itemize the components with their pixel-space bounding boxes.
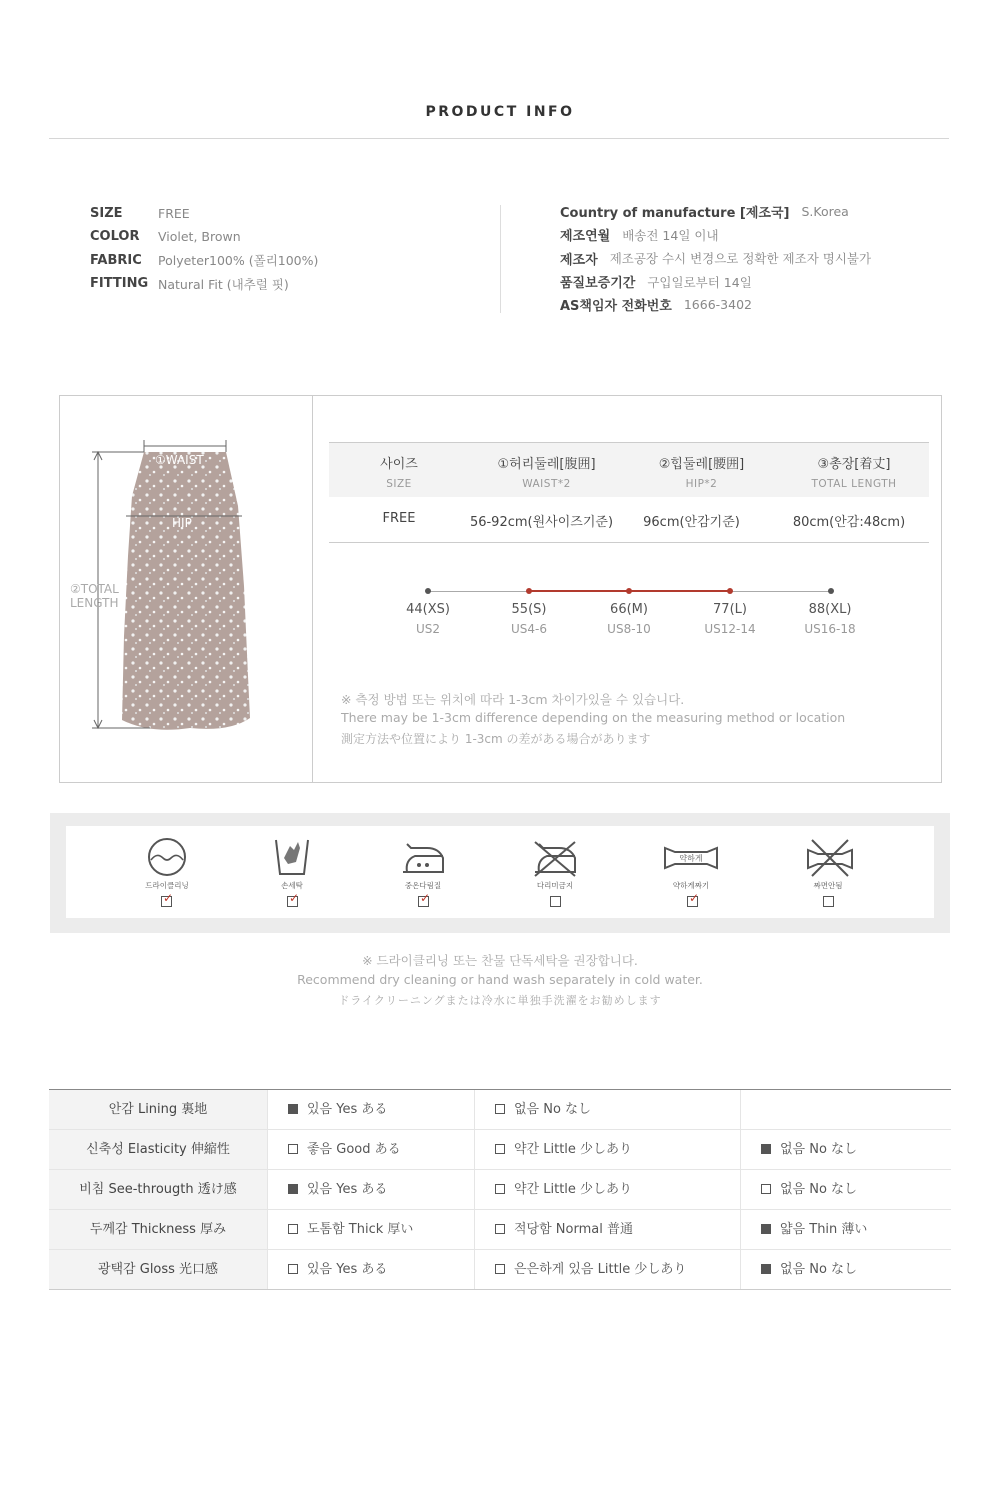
attr-name: 비침 See-througth 透け感	[49, 1170, 267, 1209]
info-row-fitting	[90, 272, 318, 295]
size-scale-label: 66(M)	[610, 602, 648, 617]
attr-row-gloss	[49, 1250, 951, 1290]
size-scale-label: 44(XS)	[406, 602, 450, 617]
care-label-iron-medium: 중온다림질	[404, 881, 442, 890]
attr-row-thickness	[49, 1210, 951, 1250]
size-header-length: ③총장[着丈]	[817, 457, 891, 472]
attr-option-label: 없음 No なし	[780, 1142, 858, 1157]
info-row-country	[560, 200, 871, 223]
no-wring-icon	[800, 836, 860, 878]
attr-option-label: 얇음 Thin 薄い	[780, 1222, 868, 1237]
size-header-hip: ②힙둘레[腰囲]	[658, 457, 745, 472]
info-value: Natural Fit (내추럴 핏)	[158, 276, 289, 292]
size-scale-dot	[828, 588, 834, 594]
checkbox	[495, 1184, 505, 1194]
attr-option	[474, 1250, 740, 1289]
size-header-size-en: SIZE	[386, 478, 412, 490]
attr-option	[267, 1250, 474, 1289]
attr-option	[267, 1170, 474, 1209]
attr-option	[740, 1210, 951, 1249]
care-checkbox-no-wring	[823, 896, 834, 907]
size-cell-waist: 56-92cm(원사이즈기준)	[469, 515, 614, 530]
measure-note-en: There may be 1-3cm difference depending on the measuring method or location	[341, 710, 846, 725]
attr-row-see-through	[49, 1170, 951, 1210]
attr-option-label: 은은하게 있음 Little 少しあり	[514, 1262, 687, 1277]
hip-label: HIP	[172, 516, 192, 530]
gentle-wring-text: 약하게	[679, 854, 703, 863]
care-label-no-wring: 짜면안됨	[813, 881, 843, 890]
care-checkbox-iron-medium	[418, 891, 431, 907]
attr-option-label: 좋음 Good ある	[307, 1142, 401, 1157]
attr-option	[474, 1170, 740, 1209]
info-row-fabric	[90, 249, 318, 272]
info-value: 배송전 14일 이내	[622, 227, 719, 243]
info-right-list	[560, 200, 871, 316]
attr-option	[267, 1130, 474, 1169]
checkbox	[288, 1144, 298, 1154]
attr-option	[267, 1210, 474, 1249]
attr-option	[740, 1250, 951, 1289]
info-value: Polyeter100% (폴리100%)	[158, 253, 319, 269]
gentle-wring-icon	[661, 836, 721, 878]
attr-option	[740, 1130, 951, 1169]
iron-medium-icon	[393, 836, 453, 878]
attribute-table	[49, 1089, 951, 1290]
measure-note-ja: 測定方法や位置により 1-3cm の差がある場合があります	[341, 732, 651, 746]
attr-option-label: 도톰함 Thick 厚い	[307, 1222, 414, 1237]
check-icon: ✓	[163, 891, 174, 905]
info-label: FABRIC	[90, 252, 142, 268]
care-label-hand-wash: 손세탁	[281, 881, 303, 890]
info-label: 품질보증기간	[560, 276, 636, 292]
total-length-label-1: ②TOTAL	[70, 582, 119, 596]
title-divider	[49, 138, 949, 139]
info-left-list	[90, 202, 318, 295]
info-value: S.Korea	[801, 204, 849, 220]
care-label-no-iron: 다리미금지	[536, 881, 574, 890]
info-label: FITTING	[90, 276, 149, 292]
care-label-dry-clean: 드라이클리닝	[145, 881, 189, 890]
attr-option-label: 약간 Little 少しあり	[514, 1182, 633, 1197]
info-label: SIZE	[90, 206, 123, 222]
info-label: 제조자	[560, 252, 598, 268]
attr-option-empty	[740, 1090, 951, 1129]
measure-note-ko: ※ 측정 방법 또는 위치에 따라 1-3cm 차이가있을 수 있습니다.	[341, 692, 685, 707]
care-checkbox-hand-wash	[287, 891, 300, 907]
checkbox-checked	[761, 1264, 771, 1274]
checkbox	[495, 1144, 505, 1154]
size-scale-dot	[526, 588, 532, 594]
checkbox-checked	[761, 1144, 771, 1154]
checkbox	[288, 1264, 298, 1274]
care-checkbox-gentle-wring	[687, 891, 700, 907]
attr-option-label: 없음 No なし	[514, 1102, 592, 1117]
dry-clean-icon	[137, 836, 197, 878]
total-length-label-2: LENGTH	[70, 596, 119, 610]
attr-option	[474, 1090, 740, 1129]
attr-option	[740, 1170, 951, 1209]
size-header-waist-en: WAIST*2	[522, 478, 571, 490]
size-header-waist: ①허리둘레[腹囲]	[497, 457, 596, 472]
info-row-date	[560, 223, 871, 246]
size-cell-hip: 96cm(안감기준)	[643, 515, 740, 530]
attr-option	[267, 1090, 474, 1129]
info-label: COLOR	[90, 229, 140, 245]
size-cell-length: 80cm(안감:48cm)	[792, 515, 906, 530]
size-scale-us: US12-14	[704, 622, 756, 636]
checkbox	[495, 1264, 505, 1274]
info-row-warranty	[560, 270, 871, 293]
attr-option-label: 있음 Yes ある	[307, 1182, 388, 1197]
size-header-length-en: TOTAL LENGTH	[811, 478, 897, 490]
checkbox	[288, 1224, 298, 1234]
size-scale-label: 77(L)	[713, 602, 747, 617]
attr-name: 광택감 Gloss 光口感	[49, 1250, 267, 1289]
checkbox-checked	[288, 1104, 298, 1114]
hand-wash-icon	[262, 836, 322, 878]
care-note-ko: ※ 드라이클리닝 또는 찬물 단독세탁을 권장합니다.	[362, 953, 638, 968]
checkbox	[761, 1184, 771, 1194]
page-title: PRODUCT INFO	[425, 104, 575, 120]
attr-option-label: 있음 Yes ある	[307, 1102, 388, 1117]
info-label: 제조연월	[560, 229, 611, 245]
info-row-size	[90, 202, 318, 225]
care-label-gentle-wring: 약하게짜기	[672, 881, 710, 890]
attr-option-label: 없음 No なし	[780, 1262, 858, 1277]
size-scale-us: US8-10	[607, 622, 651, 636]
info-value: FREE	[158, 206, 190, 222]
info-label: AS책임자 전화번호	[560, 299, 672, 315]
attr-name: 안감 Lining 裏地	[49, 1090, 267, 1129]
no-iron-icon	[525, 836, 585, 878]
attr-name: 신축성 Elasticity 伸縮性	[49, 1130, 267, 1169]
info-value: 구입일로부터 14일	[647, 274, 752, 290]
size-scale-dot	[425, 588, 431, 594]
checkbox	[495, 1104, 505, 1114]
check-icon: ✓	[289, 891, 300, 905]
check-icon: ✓	[689, 891, 700, 905]
attr-name: 두께감 Thickness 厚み	[49, 1210, 267, 1249]
attr-option	[474, 1130, 740, 1169]
size-header-size: 사이즈	[380, 457, 418, 472]
info-value: 제조공장 수시 변경으로 정확한 제조자 명시불가	[609, 251, 872, 267]
size-scale-us: US4-6	[511, 622, 547, 636]
info-divider	[500, 205, 501, 313]
waist-label: ①WAIST	[155, 453, 204, 467]
care-checkbox-dry-clean	[161, 891, 174, 907]
checkbox	[495, 1224, 505, 1234]
size-header-hip-en: HIP*2	[685, 478, 718, 490]
attr-option-label: 약간 Little 少しあり	[514, 1142, 633, 1157]
attr-option-label: 적당함 Normal 普通	[514, 1222, 633, 1237]
info-label: Country of manufacture [제조국]	[560, 206, 790, 222]
size-scale-us: US16-18	[804, 622, 856, 636]
checkbox-checked	[288, 1184, 298, 1194]
size-table-row	[329, 497, 929, 543]
size-scale-label: 55(S)	[511, 602, 547, 617]
size-box-divider	[312, 396, 313, 782]
checkbox-checked	[761, 1224, 771, 1234]
size-scale-label: 88(XL)	[808, 602, 852, 617]
attr-option-label: 있음 Yes ある	[307, 1262, 388, 1277]
size-scale-dot	[727, 588, 733, 594]
size-scale-us: US2	[415, 622, 441, 636]
attr-row-lining	[49, 1090, 951, 1130]
attr-option	[474, 1210, 740, 1249]
care-note-en: Recommend dry cleaning or hand wash separately in cold water.	[297, 972, 703, 987]
care-note-ja: ドライクリーニングまたは冷水に単独手洗濯をお勧めします	[338, 994, 662, 1007]
info-row-as-phone	[560, 293, 871, 316]
info-row-maker	[560, 247, 871, 270]
check-icon: ✓	[420, 891, 431, 905]
size-table-header	[329, 442, 929, 497]
care-checkbox-no-iron	[550, 896, 561, 907]
info-row-color	[90, 225, 318, 248]
attr-option-label: 없음 No なし	[780, 1182, 858, 1197]
info-value: 1666-3402	[683, 297, 752, 313]
info-value: Violet, Brown	[158, 229, 241, 245]
size-scale-dot	[626, 588, 632, 594]
size-cell-size: FREE	[382, 511, 416, 526]
attr-row-elasticity	[49, 1130, 951, 1170]
